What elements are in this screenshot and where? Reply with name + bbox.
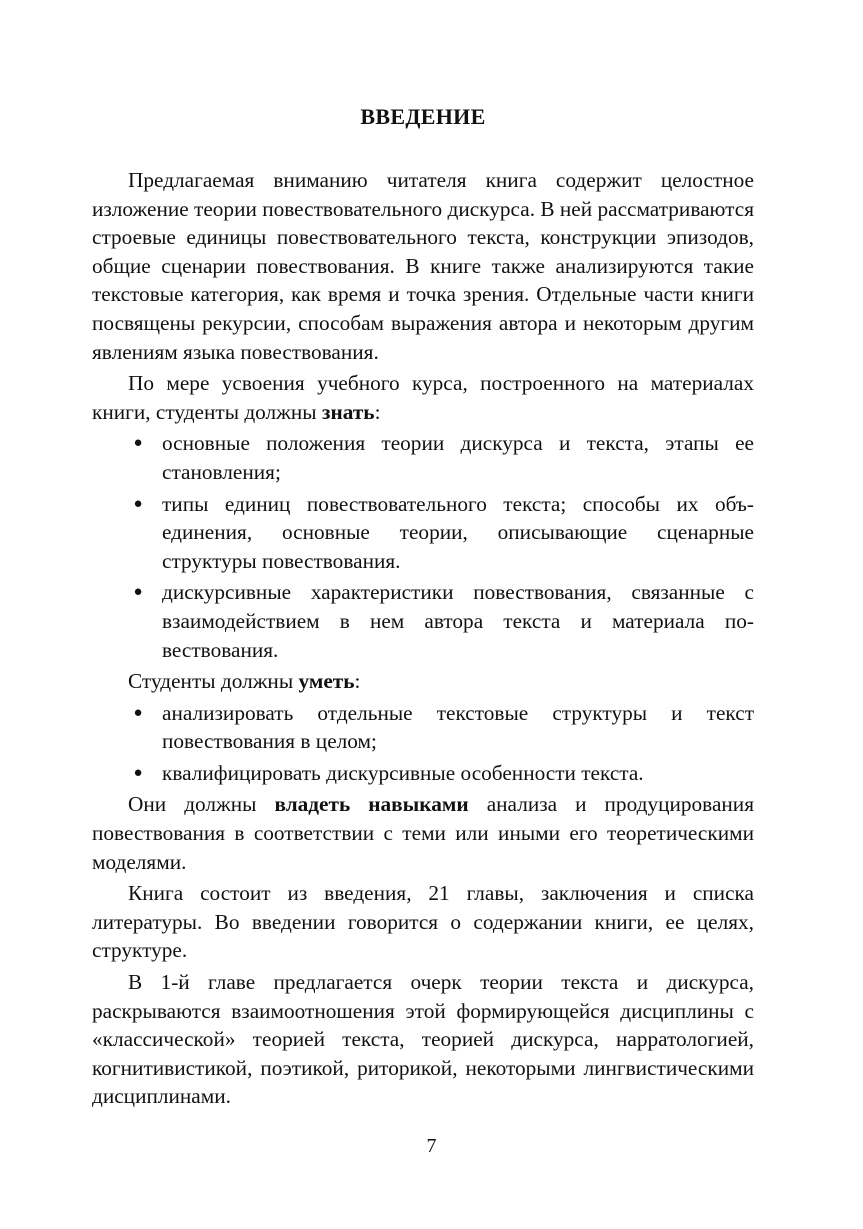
list-item-text: дискурсивные характеристики повествования, связанные с взаимодействием в нем автора текста и материала повествования. xyxy=(162,580,754,662)
intro-paragraph: Предлагаемая вниманию читателя книга содержит целостное изложение теории повествовательного дискурса. В ней рассматриваются строевые единицы повествовательного текста, конструкции эпизодов, общие сценарии повествования. В книге также анализируются такие текстовые категория, как время и точка зрения. Отдельные части книги посвящены рекурсии, способам выражения автора и некоторым другим явлениям языка повествования. xyxy=(92,168,754,364)
list-item-text: типы единиц повествовательного текста; способы их объединения, основные теории, описывающие сценарные структуры повествования. xyxy=(162,491,754,573)
bullet-icon: ● xyxy=(133,704,143,721)
know-intro-paragraph xyxy=(92,369,754,426)
skills-paragraph xyxy=(92,790,754,876)
skills-keyword: владеть навыками xyxy=(274,792,469,817)
bullet-icon: ● xyxy=(133,764,143,781)
skills-text-after: анализа и продуцирования повествования в соответствии с теми или иными его теоретическими моделями. xyxy=(92,792,754,874)
list-item xyxy=(92,578,754,664)
bullet-icon: ● xyxy=(133,435,143,452)
list-item xyxy=(92,759,754,788)
list-item xyxy=(92,490,754,576)
can-intro-text: Студенты должны xyxy=(128,669,299,694)
can-list xyxy=(92,699,754,788)
bullet-icon: ● xyxy=(133,495,143,512)
page-number: 7 xyxy=(426,1135,437,1157)
chapter-one-paragraph: В 1-й главе предлагается очерк теории текста и дискурса, раскрываются взаимоотношения этой формирующейся дисциплины с «классической» теорией текста, теорией дискурса, нарратологией, когнитивистикой, поэтикой, риторикой, некоторыми лингвистическими дисциплинами. xyxy=(92,970,754,1109)
list-item-text: основные положения теории дискурса и текста, этапы ее становления; xyxy=(162,431,754,484)
know-intro-text: По мере усвоения учебного курса, построенного на материалах книги, студенты должны xyxy=(92,371,754,424)
list-item-text: квалифицировать дискурсивные особенности текста. xyxy=(162,760,644,785)
can-intro-paragraph xyxy=(92,667,754,696)
know-intro-colon: : xyxy=(374,399,381,424)
know-keyword: знать xyxy=(321,399,375,424)
bullet-icon: ● xyxy=(133,584,143,601)
structure-paragraph: Книга состоит из введения, 21 главы, заключения и списка литературы. Во введении говорится о содержании книги, ее целях, структуре. xyxy=(92,881,754,963)
list-item xyxy=(92,429,754,486)
can-keyword: уметь xyxy=(298,669,355,694)
know-list xyxy=(92,429,754,664)
page-body xyxy=(92,102,754,1114)
list-item xyxy=(92,699,754,756)
list-item-text: анализировать отдельные текстовые структуры и текст повествования в целом; xyxy=(162,700,754,754)
page-title: ВВЕДЕНИЕ xyxy=(360,104,486,129)
skills-text-before: Они должны xyxy=(128,792,275,817)
can-intro-colon: : xyxy=(354,669,361,694)
